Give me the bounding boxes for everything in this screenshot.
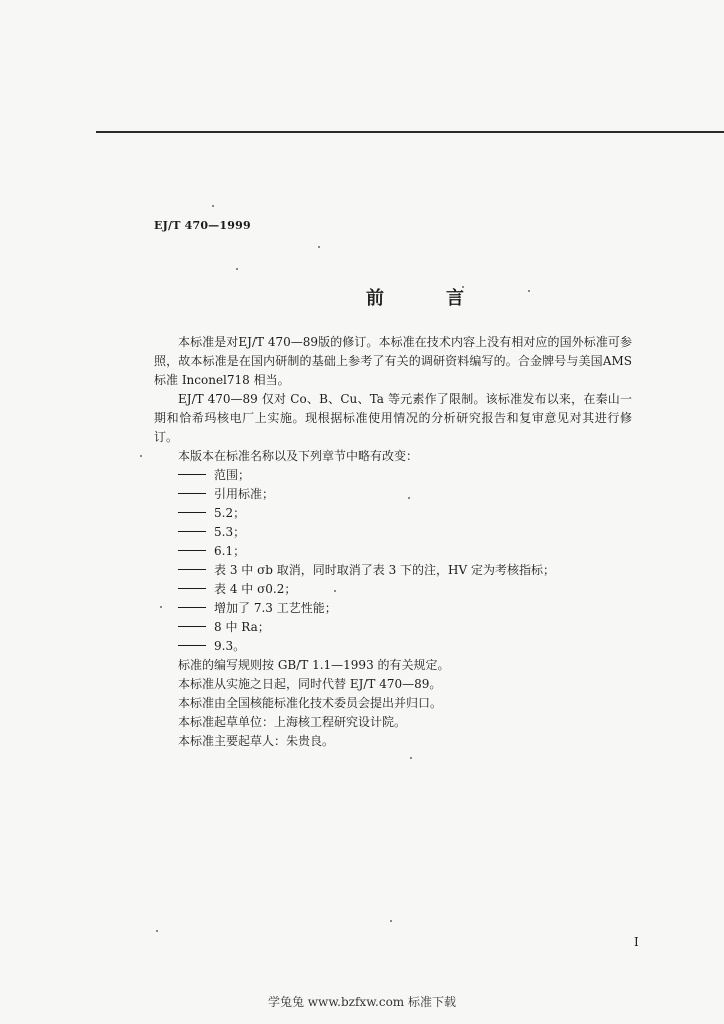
standard-code: EJ/T 470—1999	[154, 219, 251, 232]
list-item-text: 引用标准；	[214, 487, 275, 501]
scan-speck	[528, 290, 530, 292]
list-item	[154, 466, 632, 485]
scan-speck	[462, 286, 464, 288]
list-item-text: 9.3。	[214, 639, 246, 653]
scan-speck	[318, 246, 320, 248]
dash-mark	[178, 626, 206, 627]
list-item-text: 5.2；	[214, 506, 246, 520]
list-item	[154, 561, 632, 580]
list-item-text: 6.1；	[214, 544, 246, 558]
dash-mark	[178, 569, 206, 570]
scan-speck	[156, 930, 158, 932]
scan-speck	[334, 590, 336, 592]
history-paragraph: EJ/T 470—89 仅对 Co、B、Cu、Ta 等元素作了限制。该标准发布以来，在秦山一期和恰希玛核电厂上实施。现根据标准使用情况的分析研究报告和复审意见对其进行修订。	[154, 392, 632, 444]
replacement-paragraph: 本标准从实施之日起，同时代替 EJ/T 470—89。	[178, 677, 442, 691]
list-item	[154, 504, 632, 523]
list-item-text: 增加了 7.3 工艺性能；	[214, 601, 337, 615]
list-item-text: 表 4 中 σ0.2；	[214, 582, 297, 596]
scan-speck	[212, 205, 214, 207]
page-title: 前 言	[366, 288, 486, 309]
list-item-text: 范围；	[214, 468, 251, 482]
drafting-rules-paragraph: 标准的编写规则按 GB/T 1.1—1993 的有关规定。	[178, 658, 450, 672]
dash-mark	[178, 531, 206, 532]
dash-mark	[178, 474, 206, 475]
list-item	[154, 523, 632, 542]
list-item	[154, 580, 632, 599]
change-list	[154, 466, 632, 656]
page-number: I	[634, 935, 639, 949]
list-item	[154, 599, 632, 618]
intro-paragraph: 本标准是对EJ/T 470—89版的修订。本标准在技术内容上没有相对应的国外标准可参照，故本标准是在国内研制的基础上参考了有关的调研资料编写的。合金牌号与美国AMS标准 Inconel718 相当。	[154, 335, 632, 387]
scan-speck	[408, 497, 410, 499]
changes-lead-paragraph: 本版本在标准名称以及下列章节中略有改变：	[178, 449, 419, 463]
dash-mark	[178, 550, 206, 551]
scan-speck	[160, 606, 162, 608]
dash-mark	[178, 588, 206, 589]
header-rule	[96, 131, 724, 133]
dash-mark	[178, 493, 206, 494]
list-item-text: 表 3 中 σb 取消，同时取消了表 3 下的注，HV 定为考核指标；	[214, 563, 555, 577]
scan-speck	[236, 268, 238, 270]
document-body	[154, 333, 632, 751]
list-item	[154, 637, 632, 656]
scan-speck	[390, 920, 392, 922]
list-item-text: 8 中 Ra；	[214, 620, 270, 634]
list-item-text: 5.3；	[214, 525, 246, 539]
drafting-unit-paragraph: 本标准起草单位：上海核工程研究设计院。	[178, 715, 407, 729]
list-item	[154, 485, 632, 504]
drafter-paragraph: 本标准主要起草人：朱贵良。	[178, 734, 335, 748]
list-item	[154, 618, 632, 637]
footer-watermark: 学兔兔 www.bzfxw.com 标准下载	[267, 995, 457, 1009]
list-item	[154, 542, 632, 561]
scan-speck	[410, 757, 412, 759]
dash-mark	[178, 645, 206, 646]
dash-mark	[178, 607, 206, 608]
committee-paragraph: 本标准由全国核能标准化技术委员会提出并归口。	[178, 696, 443, 710]
dash-mark	[178, 512, 206, 513]
scan-speck	[140, 455, 142, 457]
